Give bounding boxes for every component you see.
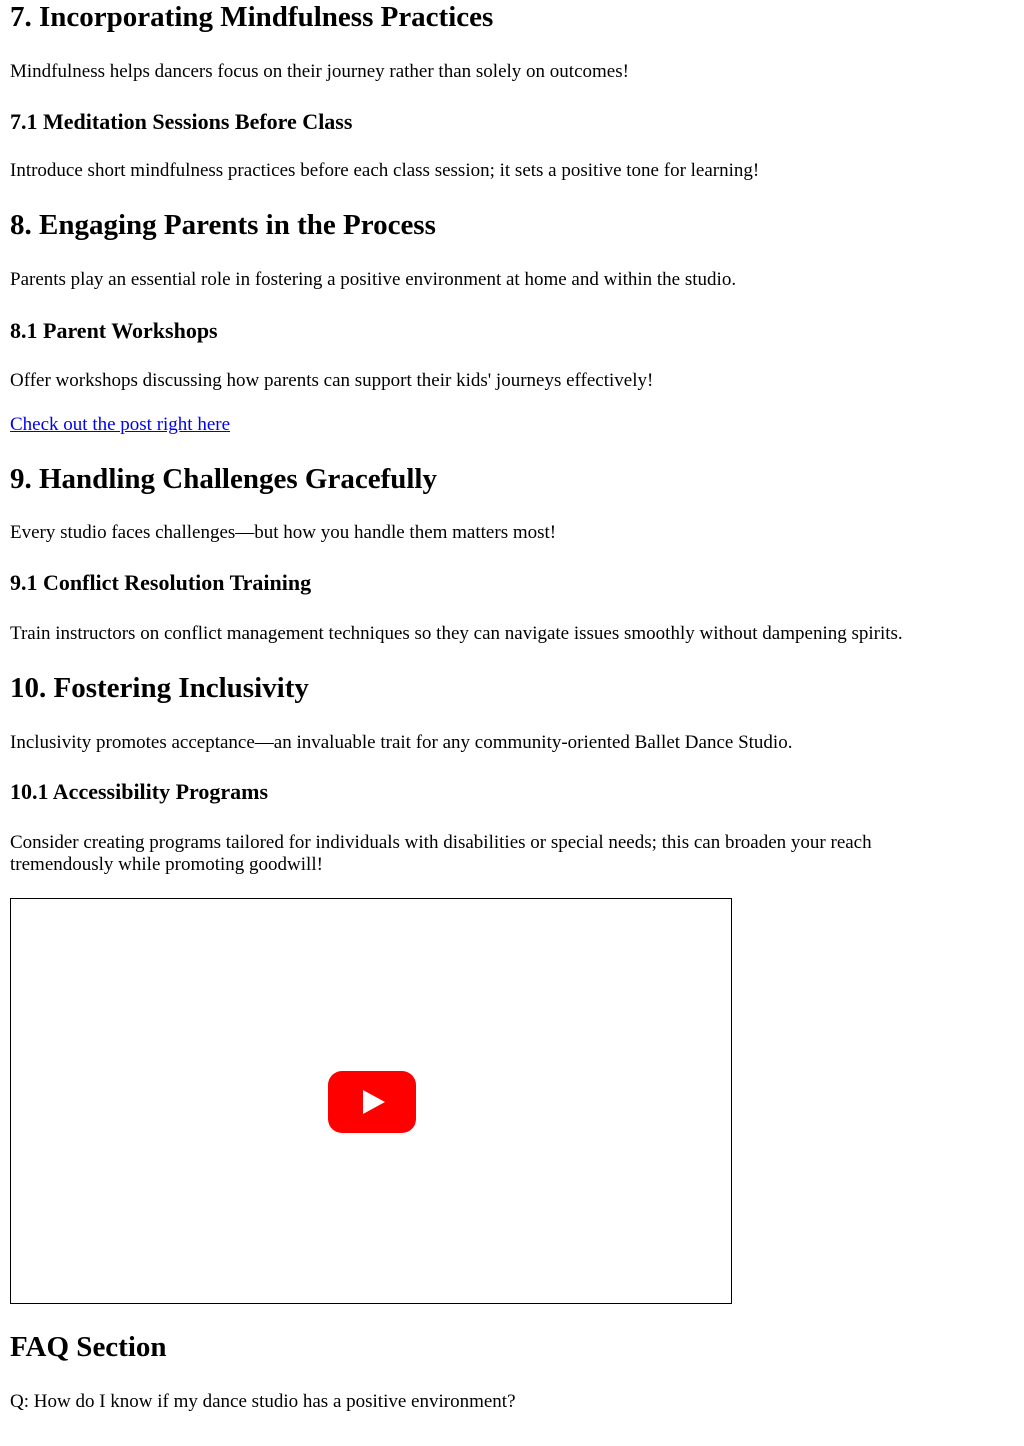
section-intro: Mindfulness helps dancers focus on their journey rather than solely on outcomes! <box>10 61 629 82</box>
section-heading: 10. Fostering Inclusivity <box>10 672 309 704</box>
section-heading: 7. Incorporating Mindfulness Practices <box>10 1 494 33</box>
faq-heading: FAQ Section <box>10 1331 167 1363</box>
section-subheading: 9.1 Conflict Resolution Training <box>10 570 312 595</box>
section-heading: 8. Engaging Parents in the Process <box>10 209 436 241</box>
section-body: Introduce short mindfulness practices before each class session; it sets a positive tone for learning! <box>10 160 760 181</box>
section-heading: 9. Handling Challenges Gracefully <box>10 463 437 495</box>
youtube-play-icon[interactable] <box>328 1071 416 1133</box>
section-intro: Inclusivity promotes acceptance—an invaluable trait for any community-oriented Ballet Dance Studio. <box>10 732 793 753</box>
faq-question: Q: How do I know if my dance studio has a positive environment? <box>10 1391 516 1412</box>
section-body: Train instructors on conflict management techniques so they can navigate issues smoothly without dampening spirits. <box>10 623 903 644</box>
embedded-video[interactable] <box>10 898 732 1304</box>
section-body: Offer workshops discussing how parents can support their kids' journeys effectively! <box>10 370 654 391</box>
post-link[interactable]: Check out the post right here <box>10 414 231 435</box>
section-subheading: 7.1 Meditation Sessions Before Class <box>10 109 353 134</box>
section-intro: Every studio faces challenges—but how you handle them matters most! <box>10 522 557 543</box>
section-intro: Parents play an essential role in fostering a positive environment at home and within the studio. <box>10 269 737 290</box>
section-subheading: 10.1 Accessibility Programs <box>10 779 269 804</box>
section-subheading: 8.1 Parent Workshops <box>10 318 218 343</box>
section-body: Consider creating programs tailored for individuals with disabilities or special needs; this can broaden your reach tremendously while promoting goodwill! <box>10 832 872 875</box>
